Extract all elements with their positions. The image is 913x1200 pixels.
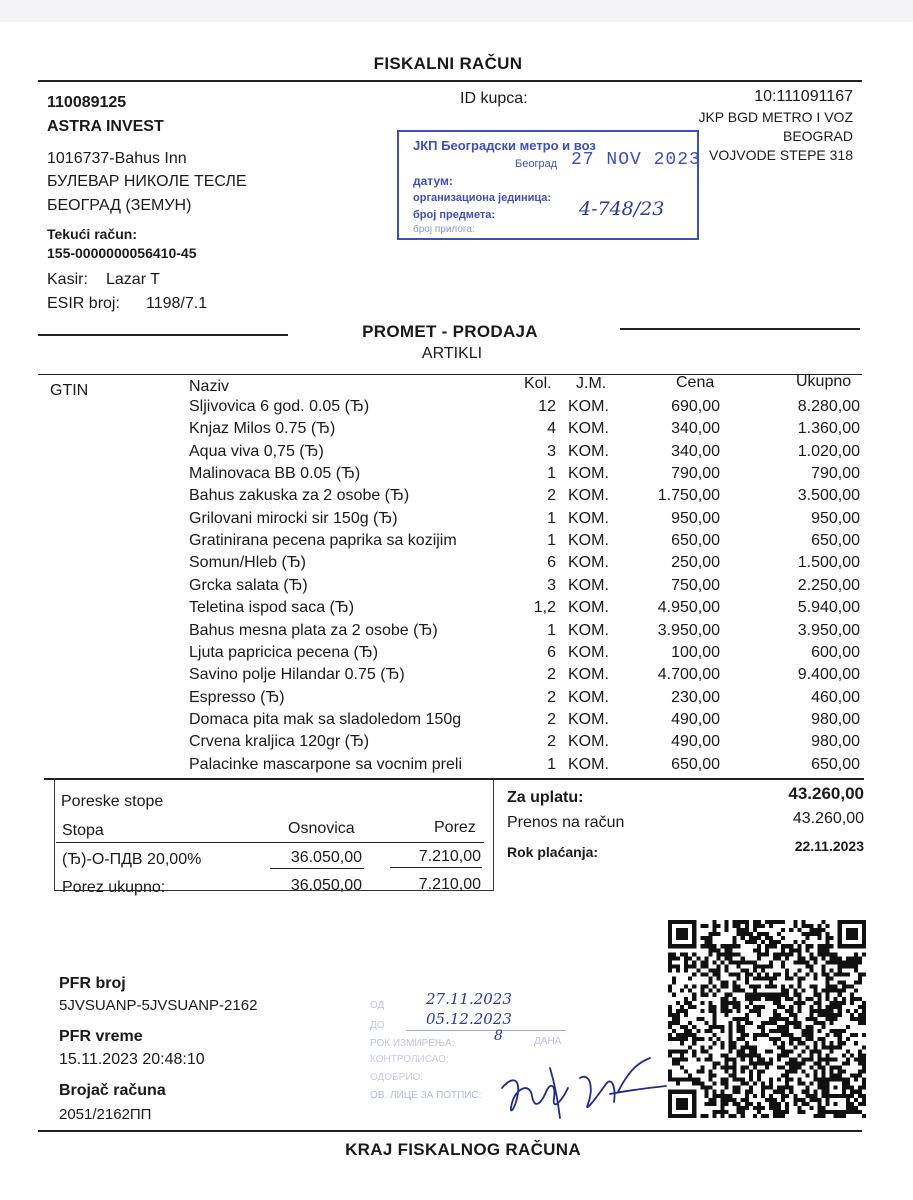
item-total: 650,00 (811, 532, 860, 550)
approval-due-label: РОК ИЗМИРЕЊА: (370, 1038, 455, 1049)
item-qty: 1 (547, 465, 556, 483)
item-total: 1.360,00 (797, 420, 860, 438)
item-price: 1.750,00 (657, 487, 720, 505)
item-total: 650,00 (811, 755, 860, 773)
item-qty: 1 (547, 755, 556, 773)
item-name: Palacinke mascarpone sa vocnim preli (189, 755, 463, 773)
col-name: Naziv (189, 378, 230, 395)
table-row (0, 622, 913, 644)
col-price: Cena (676, 374, 715, 391)
item-unit: KOM. (568, 599, 609, 617)
section-subtitle: ARTIKLI (421, 345, 483, 362)
item-name: Gratinirana pecena paprika sa kozijim (189, 532, 457, 550)
tax-total-tax: 7.210,00 (418, 876, 481, 893)
due-label: Za uplatu: (507, 789, 584, 806)
footer-title: KRAJ FISKALNOG RAČUNA (345, 1140, 581, 1159)
item-name: Grcka salata (Ђ) (189, 576, 308, 594)
col-gtin: GTIN (50, 382, 89, 399)
item-price: 340,00 (671, 442, 720, 460)
tax-col-base: Osnovica (288, 820, 355, 837)
item-unit: KOM. (568, 420, 609, 438)
item-price: 690,00 (671, 398, 720, 415)
table-row (0, 599, 913, 621)
item-price: 490,00 (671, 710, 720, 728)
section-title: PROMET - PRODAJA (362, 322, 538, 341)
footer-rule (38, 1130, 862, 1132)
buyer-id-label: ID kupca: (460, 90, 528, 107)
item-name: Malinovaca BB 0.05 (Ђ) (189, 465, 361, 483)
item-unit: KOM. (568, 487, 609, 505)
item-total: 3.500,00 (797, 487, 860, 505)
item-name: Aqua viva 0,75 (Ђ) (189, 442, 324, 460)
item-total: 460,00 (811, 688, 860, 706)
item-price: 790,00 (671, 465, 720, 483)
approval-to-line (406, 1030, 566, 1031)
stamp-subject-value: 4-748/23 (579, 198, 665, 220)
receipt-paper (0, 22, 913, 1200)
item-total: 2.250,00 (797, 576, 860, 594)
approval-to-label: ДО (370, 1020, 385, 1031)
item-total: 5.940,00 (797, 599, 860, 617)
section-rule-right (620, 328, 860, 330)
due-value: 43.260,00 (788, 784, 864, 803)
item-name: Knjaz Milos 0.75 (Ђ) (189, 420, 336, 438)
stamp-city: Београд (515, 158, 558, 170)
item-name: Teletina ispod saca (Ђ) (189, 599, 355, 617)
tax-col-tax: Porez (434, 819, 476, 836)
table-row (0, 666, 913, 688)
item-unit: KOM. (568, 666, 609, 684)
table-row (0, 465, 913, 487)
item-price: 650,00 (671, 755, 720, 773)
item-unit: KOM. (568, 755, 609, 773)
approval-from-label: ОД (370, 1000, 385, 1011)
item-name: Bahus mesna plata za 2 osobe (Ђ) (189, 621, 438, 639)
item-total: 950,00 (811, 509, 860, 527)
transfer-label: Prenos na račun (507, 814, 625, 831)
pfr-number-value: 5JVSUANP-5JVSUANP-2162 (59, 997, 258, 1014)
tax-col-rate: Stopa (62, 822, 104, 839)
item-total: 8.280,00 (797, 398, 860, 415)
qr-code (667, 920, 867, 1118)
item-total: 3.950,00 (797, 621, 860, 639)
cashier-label: Kasir: (47, 271, 88, 288)
table-row (0, 711, 913, 733)
item-qty: 3 (547, 442, 556, 460)
tax-header-rule (56, 842, 484, 843)
item-price: 250,00 (671, 554, 720, 572)
item-unit: KOM. (568, 688, 609, 706)
tax-total-label: Porez ukupno: (62, 879, 166, 896)
tax-title: Poreske stope (61, 793, 164, 810)
table-row (0, 689, 913, 711)
esir-label: ESIR broj: (47, 295, 120, 312)
item-name: Domaca pita mak sa sladoledom 150g (189, 710, 462, 728)
transfer-value: 43.260,00 (792, 810, 864, 827)
seller-address: БУЛЕВАР НИКОЛЕ ТЕСЛЕ (47, 173, 247, 190)
item-total: 1.500,00 (797, 554, 860, 572)
item-unit: KOM. (568, 554, 609, 572)
item-name: Somun/Hleb (Ђ) (189, 554, 306, 572)
esir-number: 1198/7.1 (146, 295, 208, 312)
buyer-id-value: 10:111091167 (754, 88, 853, 105)
item-price: 490,00 (671, 733, 720, 751)
table-row (0, 644, 913, 666)
tax-tax-underline (390, 867, 482, 868)
seller-company: ASTRA INVEST (47, 118, 164, 135)
item-total: 1.020,00 (797, 442, 860, 460)
table-row (0, 532, 913, 554)
cashier-name: Lazar T (106, 271, 160, 288)
item-total: 9.400,00 (797, 666, 860, 684)
col-qty: Kol. (524, 375, 552, 392)
tax-total-base: 36.050,00 (290, 877, 362, 894)
item-price: 4.950,00 (657, 599, 720, 617)
buyer-city: BEOGRAD (782, 128, 853, 144)
title-rule (38, 80, 862, 82)
stamp-org: ЈКП Београдски метро и воз (413, 138, 596, 153)
item-qty: 12 (538, 398, 556, 415)
signature (490, 1048, 680, 1128)
col-total: Ukupno (796, 373, 852, 390)
item-unit: KOM. (568, 621, 609, 639)
item-unit: KOM. (568, 465, 609, 483)
item-name: Espresso (Ђ) (189, 688, 285, 706)
item-name: Crvena kraljica 120gr (Ђ) (189, 733, 370, 751)
item-name: Bahus zakuska za 2 osobe (Ђ) (189, 487, 410, 505)
item-qty: 2 (547, 733, 556, 751)
item-qty: 1 (547, 532, 556, 550)
item-qty: 1 (547, 621, 556, 639)
section-rule-left (38, 334, 288, 336)
item-unit: KOM. (568, 398, 609, 415)
item-name: Ljuta papricica pecena (Ђ) (189, 643, 379, 661)
item-total: 980,00 (811, 733, 860, 751)
tax-rate-tax: 7.210,00 (418, 848, 481, 865)
stamp-attach-label: број прилога: (413, 224, 475, 235)
item-qty: 6 (547, 554, 556, 572)
seller-store: 1016737-Bahus Inn (47, 150, 187, 167)
item-name: Savino polje Hilandar 0.75 (Ђ) (189, 666, 405, 684)
table-row (0, 577, 913, 599)
item-qty: 1 (547, 509, 556, 527)
registry-stamp (397, 130, 699, 240)
table-row (0, 756, 913, 778)
item-qty: 2 (547, 666, 556, 684)
account-label: Tekući račun: (47, 226, 137, 242)
seller-tin: 110089125 (47, 94, 127, 111)
item-price: 950,00 (671, 509, 720, 527)
approval-due-value: 8 (494, 1028, 503, 1044)
seller-city: БЕОГРАД (ЗЕМУН) (47, 197, 192, 214)
pfr-number-label: PFR broj (59, 975, 126, 992)
item-unit: KOM. (568, 576, 609, 594)
item-price: 650,00 (671, 532, 720, 550)
table-row (0, 443, 913, 465)
table-top-rule (38, 374, 862, 375)
item-total: 980,00 (811, 710, 860, 728)
item-qty: 2 (547, 688, 556, 706)
deadline-value: 22.11.2023 (794, 838, 864, 854)
tax-rate-label: (Ђ)-О-ПДВ 20,00% (62, 851, 202, 868)
approval-approved-label: ОДОБРИО: (370, 1072, 424, 1083)
item-price: 3.950,00 (657, 621, 720, 639)
item-price: 340,00 (671, 420, 720, 438)
item-qty: 3 (547, 576, 556, 594)
counter-label: Brojač računa (59, 1082, 166, 1099)
item-name: Sljivovica 6 god. 0.05 (Ђ) (189, 398, 370, 415)
pfr-time-value: 15.11.2023 20:48:10 (59, 1051, 205, 1068)
item-unit: KOM. (568, 643, 609, 661)
pfr-time-label: PFR vreme (59, 1028, 143, 1045)
stamp-date-label: датум: (413, 174, 453, 188)
item-unit: KOM. (568, 442, 609, 460)
item-name: Grilovani mirocki sir 150g (Ђ) (189, 509, 398, 527)
table-row (0, 554, 913, 576)
deadline-label: Rok plaćanja: (507, 844, 599, 860)
table-row (0, 420, 913, 442)
item-qty: 4 (547, 420, 556, 438)
item-unit: KOM. (568, 733, 609, 751)
approval-to-value: 05.12.2023 (426, 1010, 512, 1028)
item-qty: 2 (547, 487, 556, 505)
item-price: 230,00 (671, 688, 720, 706)
item-qty: 2 (547, 710, 556, 728)
counter-value: 2051/2162ПП (59, 1106, 152, 1123)
item-price: 100,00 (671, 643, 720, 661)
item-price: 4.700,00 (657, 666, 720, 684)
table-row (0, 733, 913, 755)
receipt-title: FISKALNI RAČUN (373, 54, 523, 73)
account-number: 155-0000000056410-45 (47, 245, 197, 261)
approval-sign-label: ОВ. ЛИЦЕ ЗА ПОТПИС: (370, 1090, 482, 1101)
item-unit: KOM. (568, 710, 609, 728)
approval-days: ДАНА (534, 1036, 562, 1047)
item-total: 790,00 (811, 465, 860, 483)
item-unit: KOM. (568, 509, 609, 527)
stamp-date: 27 NOV 2023 (571, 150, 701, 170)
stamp-unit-label: организациона јединица: (413, 192, 552, 204)
table-row (0, 398, 913, 420)
table-row (0, 487, 913, 509)
approval-from-value: 27.11.2023 (426, 990, 512, 1008)
approval-control-label: КОНТРОЛИСАО: (370, 1054, 449, 1065)
stamp-subject-label: број предмета: (413, 209, 496, 221)
table-row (0, 510, 913, 532)
buyer-name: JKP BGD METRO I VOZ (698, 109, 853, 125)
buyer-street: VOJVODE STEPE 318 (709, 147, 853, 163)
tax-rate-base: 36.050,00 (290, 849, 362, 866)
item-qty: 6 (547, 643, 556, 661)
col-unit: J.M. (576, 375, 607, 392)
item-unit: KOM. (568, 532, 609, 550)
item-qty: 1,2 (533, 599, 556, 617)
item-total: 600,00 (811, 643, 860, 661)
item-price: 750,00 (671, 576, 720, 594)
tax-base-underline (270, 868, 364, 869)
